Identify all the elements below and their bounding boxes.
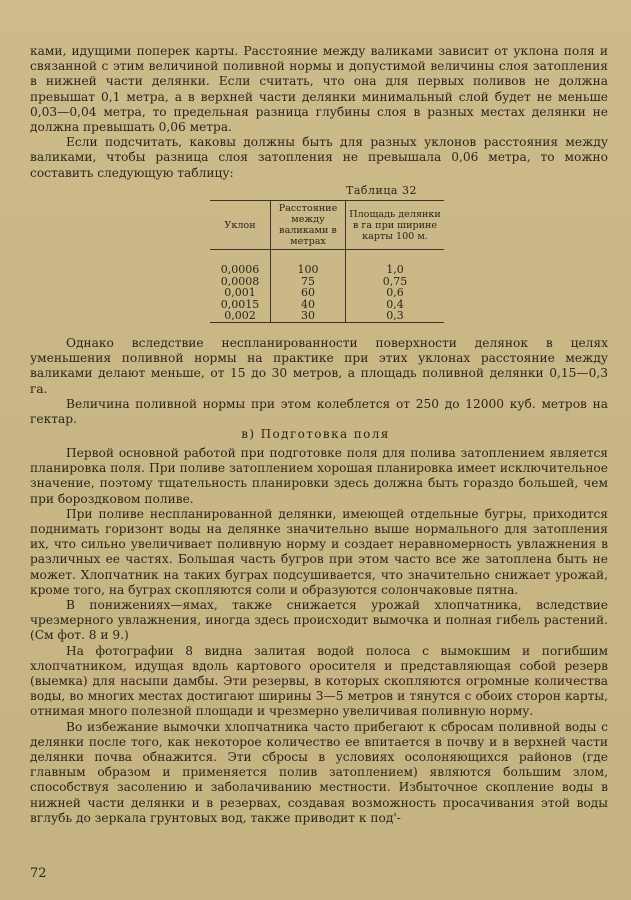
paragraph-6: При поливе неспланированной делянки, имеющей отдельные бугры, приходится поднимать горизонт воды на делянке значительно выше нормального для затопления их, что сильно увеличивает поливную норму и создает неравномерность увлажнения в различных ее частях. Большая часть бугров при этом часто все же затоплена быть не может. Хлопчатник на таких буграх подсушивается, что значительно снижает урожай, кроме того, на буграх скопляются соли и образуются солончаковые пятна. xyxy=(30,506,608,597)
section-heading: в) Подготовка поля xyxy=(241,427,390,441)
cell-slope: 0,0006 xyxy=(220,263,260,276)
cell-area: 1,0 xyxy=(346,250,445,276)
after-table-text xyxy=(30,336,608,427)
paragraph-3: Однако вследствие неспланированности поверхности делянок в целях уменьшения поливной нормы на практике при этих уклонах расстояние между валиками делают меньше, от 15 до 30 метров, а площадь поливной делянки 0,15—0,3 га. xyxy=(30,336,608,396)
paragraph-8: На фотографии 8 видна залитая водой полоса с вымокшим и погибшим хлопчатником, идущая вдоль картового оросителя и представляющая собой резерв (выемка) для насыпи дамбы. Эти резервы, в которых скопляются огромные количества воды, во многих местах достигают ширины 3—5 метров и тянутся с обоих сторон карты, отнимая много полезной площади и чрезмерно увеличивая поливную норму. xyxy=(30,643,608,719)
cell-distance: 30 xyxy=(271,310,346,322)
cell-distance: 100 xyxy=(271,250,346,276)
cell-distance: 60 xyxy=(271,287,346,299)
header-distance: Расстояние между валиками в метрах xyxy=(271,201,346,250)
paragraph-5: Первой основной работой при подготовке поля для полива затоплением является планировка поля. При поливе затоплением хорошая планировка имеет исключительное значение, поэтому тщательность планировки здесь должна быть гораздо большей, чем при бороздковом поливе. xyxy=(30,446,608,506)
table-caption: Таблица 32 xyxy=(346,184,417,197)
cell-slope: 0,002 xyxy=(210,310,271,322)
header-area: Площадь делянки в га при ширине карты 100 м. xyxy=(346,201,445,250)
cell-slope: 0,001 xyxy=(224,286,256,299)
cell-slope: 0,0015 xyxy=(220,297,260,311)
cell-distance: 40 xyxy=(271,299,346,311)
slope-table xyxy=(210,200,444,323)
page-number: 72 xyxy=(30,866,47,881)
table-row xyxy=(210,310,444,322)
table-row xyxy=(210,287,444,299)
paragraph-7: В понижениях—ямах, также снижается урожай хлопчатника, вследствие чрезмерного увлажнения, иногда здесь происходит вымочка и полная гибель растений. (См фот. 8 и 9.) xyxy=(30,598,608,643)
cell-distance: 75 xyxy=(271,276,346,288)
header-slope: Уклон xyxy=(210,201,271,250)
table-row xyxy=(210,250,444,276)
paragraph-1: ками, идущими поперек карты. Расстояние между валиками зависит от уклона поля и связанной с этим величиной поливной нормы и допустимой величины слоя затопления в нижней части делянки. Если считать, что она для первых поливов не должна превышат 0,1 метра, а в верхней части делянки минимальный слой будет не меньше 0,03—0,04 метра, то предельная разница глубины слоя в разных местах делянки не должна превышать 0,06 метра. xyxy=(30,44,608,135)
paragraph-4: Величина поливной нормы при этом колеблется от 250 до 12000 куб. метров на гектар. xyxy=(30,396,608,427)
section-text-block xyxy=(30,446,608,826)
cell-area: 0,6 xyxy=(346,287,445,299)
cell-area: 0,3 xyxy=(346,310,445,322)
cell-area: 0,75 xyxy=(346,276,445,288)
cell-slope: 0,0008 xyxy=(220,274,260,288)
paragraph-2: Если подсчитать, каковы должны быть для разных уклонов расстояния между валиками, чтобы разница слоя затопления не превышала 0,06 метра, то можно составить следующую таблицу: xyxy=(30,135,608,180)
cell-area: 0,4 xyxy=(346,299,445,311)
top-text-block xyxy=(30,44,608,181)
paragraph-9: Во избежание вымочки хлопчатника часто прибегают к сбросам поливной воды с делянки после того, как некоторое количество ее впитается в почву и в верхней части делянки почва обнажится. Эти сбросы в условиях осолоняющихся районов (где главным образом и применяется полив затоплением) являются большим злом, способствуя засолению и заболачиванию местности. Избыточное скопление воды в нижней части делянки и в резервах, создавая возможность просачивания этой воды вглубь до зеркала грунтовых вод, также приводит к под'- xyxy=(30,719,608,825)
